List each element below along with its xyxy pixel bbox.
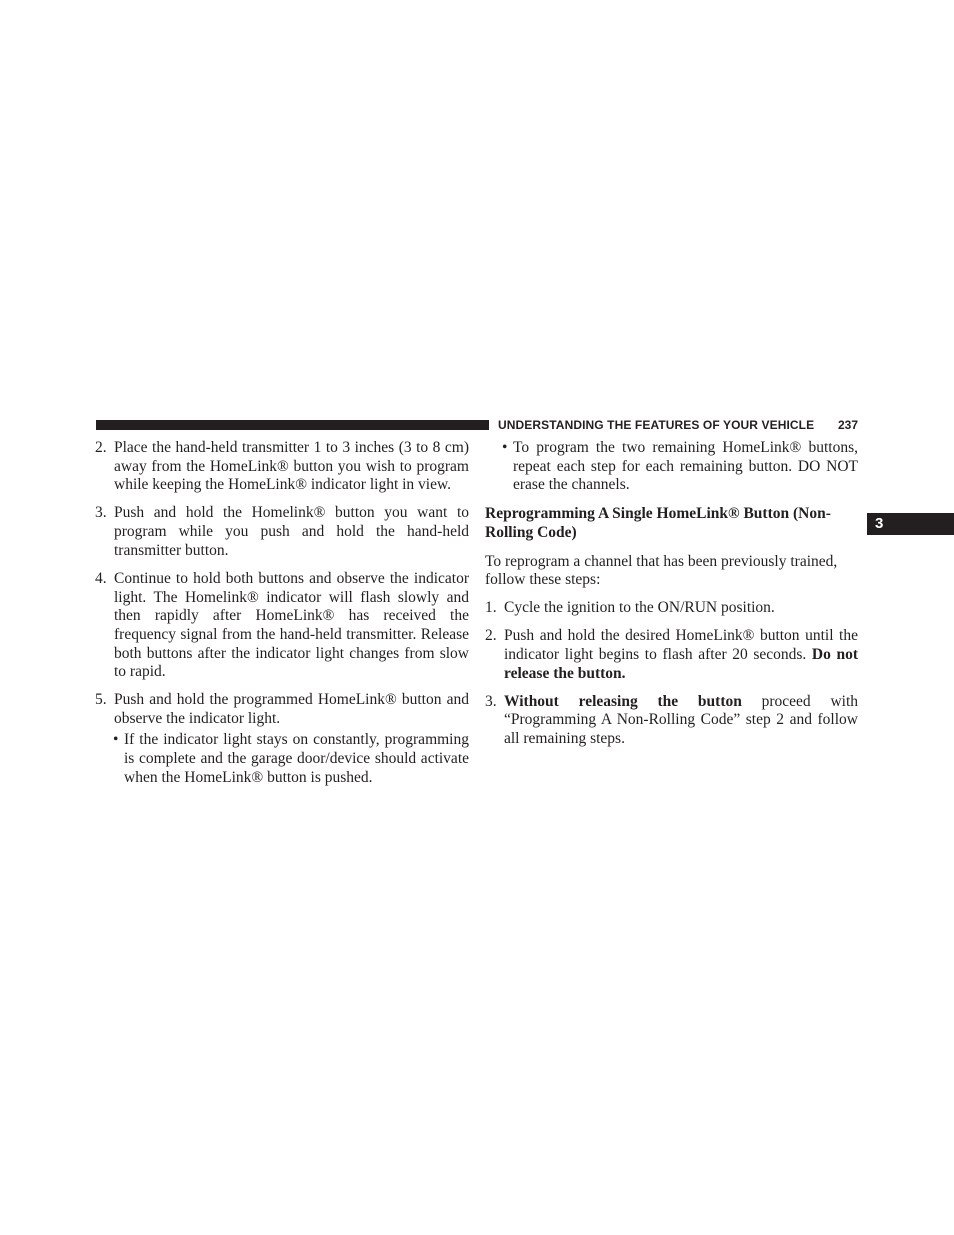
list-number: 3. xyxy=(485,692,497,710)
header-rule xyxy=(96,420,489,430)
list-text-bold: Do not release the button. xyxy=(504,645,858,682)
list-item xyxy=(485,599,858,618)
section-heading: Reprogramming A Single HomeLink® Button (Non-Rolling Code) xyxy=(485,505,831,541)
list-text: Continue to hold both buttons and observe the indicator light. The Homelink® indicator will flash slowly and then rapidly after HomeLink® has received the frequency signal from the hand-held transmitter. Release both buttons after the indicator light changes from slow to rapid. xyxy=(114,569,469,681)
intro-paragraph: To reprogram a channel that has been previously trained, follow these steps: xyxy=(485,552,838,589)
bullet-text: If the indicator light stays on constantly, programming is complete and the garage door/device should activate when the HomeLink® button is pushed. xyxy=(124,731,469,786)
left-column xyxy=(95,439,469,788)
list-item xyxy=(485,627,858,683)
chapter-tab: 3 xyxy=(867,513,954,535)
bullet-icon: • xyxy=(502,439,508,456)
list-text: Push and hold the Homelink® button you want to program while you push and hold the hand-held transmitter button. xyxy=(114,504,469,559)
list-text: Push and hold the desired HomeLink® button until the indicator light begins to flash after 20 seconds. xyxy=(504,627,858,663)
list-number: 3. xyxy=(95,504,107,522)
right-column xyxy=(485,439,858,758)
list-item xyxy=(95,691,469,728)
list-number: 5. xyxy=(95,691,107,709)
bullet-icon: • xyxy=(113,731,119,749)
bullet-item xyxy=(113,731,469,787)
page-number: 237 xyxy=(838,418,859,432)
list-text: Cycle the ignition to the ON/RUN position. xyxy=(504,599,775,617)
section-title: UNDERSTANDING THE FEATURES OF YOUR VEHICLE xyxy=(498,418,815,432)
list-text-bold: Without releasing the button xyxy=(504,692,742,710)
bullet-item xyxy=(502,439,858,495)
list-text: Place the hand-held transmitter 1 to 3 inches (3 to 8 cm) away from the HomeLink® button you wish to program while keeping the HomeLink® indicator light in view. xyxy=(114,439,469,494)
list-number: 4. xyxy=(95,569,107,587)
list-number: 2. xyxy=(95,439,107,456)
list-item xyxy=(95,504,469,560)
list-text: Push and hold the programmed HomeLink® button and observe the indicator light. xyxy=(114,691,469,728)
bullet-text: To program the two remaining HomeLink® buttons, repeat each step for each remaining button. DO NOT erase the channels. xyxy=(513,439,858,494)
list-text: proceed with “Programming A Non-Rolling Code” step 2 and follow all remaining steps. xyxy=(504,692,858,748)
list-item xyxy=(95,439,469,495)
list-item xyxy=(95,570,469,682)
list-item xyxy=(485,693,858,749)
list-number: 1. xyxy=(485,599,497,617)
list-number: 2. xyxy=(485,627,497,645)
